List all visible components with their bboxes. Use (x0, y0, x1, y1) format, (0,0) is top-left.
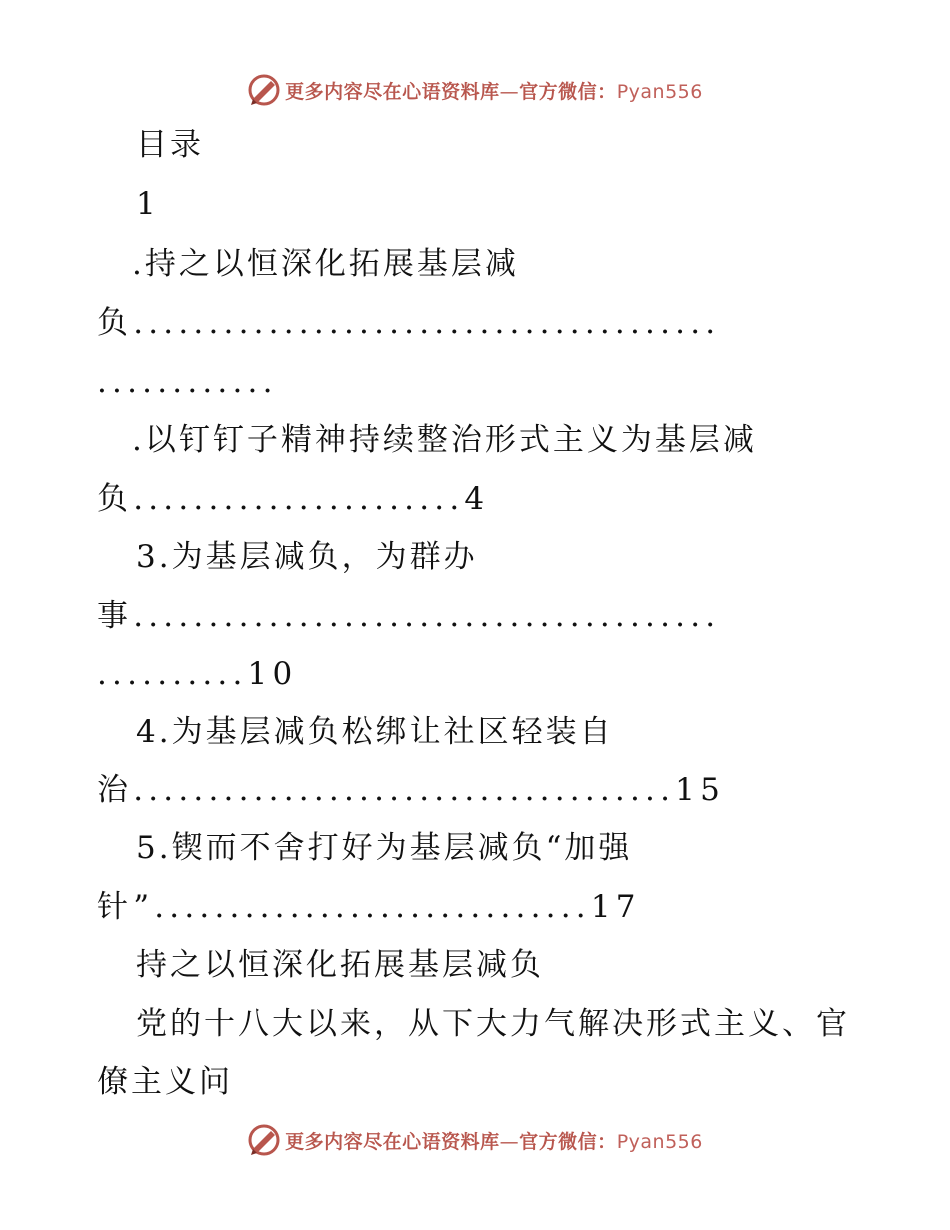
toc-item1-title: .持之以恒深化拓展基层减 (132, 246, 519, 282)
section-title: 持之以恒深化拓展基层减负 (136, 947, 544, 983)
toc-item1-leader: 负....................................... (97, 305, 721, 341)
wechat-id: Pyan556 (616, 80, 703, 103)
brand-text: 更多内容尽在心语资料库 (285, 1130, 500, 1153)
toc-heading: 目录 (136, 127, 204, 163)
paragraph-line-1: 党的十八大以来，从下大力气解决形式主义、官 (136, 1006, 850, 1042)
banner-text (285, 77, 703, 104)
toc-item3-leader-cont: ..........10 (97, 656, 298, 692)
wechat-id: Pyan556 (616, 1130, 703, 1153)
toc-item2-title: .以钉钉子精神持续整治形式主义为基层减 (132, 422, 757, 458)
banner-separator: — (499, 1130, 520, 1153)
official-label: 官方微信： (519, 80, 617, 103)
toc-item2-leader: 负......................4 (97, 481, 490, 517)
watermark-banner-bottom (0, 1120, 950, 1160)
banner-text (285, 1127, 703, 1154)
toc-item1-number: 1 (136, 186, 159, 222)
pen-logo-icon (247, 73, 281, 107)
toc-item4-title: 4.为基层减负松绑让社区轻装自 (136, 714, 614, 750)
toc-item5-leader: 针”.............................17 (97, 889, 641, 925)
official-label: 官方微信： (519, 1130, 617, 1153)
pen-logo-icon (247, 1123, 281, 1157)
watermark-banner-top (0, 70, 950, 110)
paragraph-line-2: 僚主义问 (97, 1064, 233, 1100)
toc-item1-leader-cont: ............ (97, 364, 278, 400)
toc-item4-leader: 治....................................15 (97, 772, 725, 808)
toc-item3-leader: 事....................................... (97, 598, 721, 634)
toc-item5-title: 5.锲而不舍打好为基层减负“加强 (136, 830, 633, 866)
toc-item3-title: 3.为基层减负，为群办 (136, 539, 478, 575)
banner-separator: — (499, 80, 520, 103)
brand-text: 更多内容尽在心语资料库 (285, 80, 500, 103)
